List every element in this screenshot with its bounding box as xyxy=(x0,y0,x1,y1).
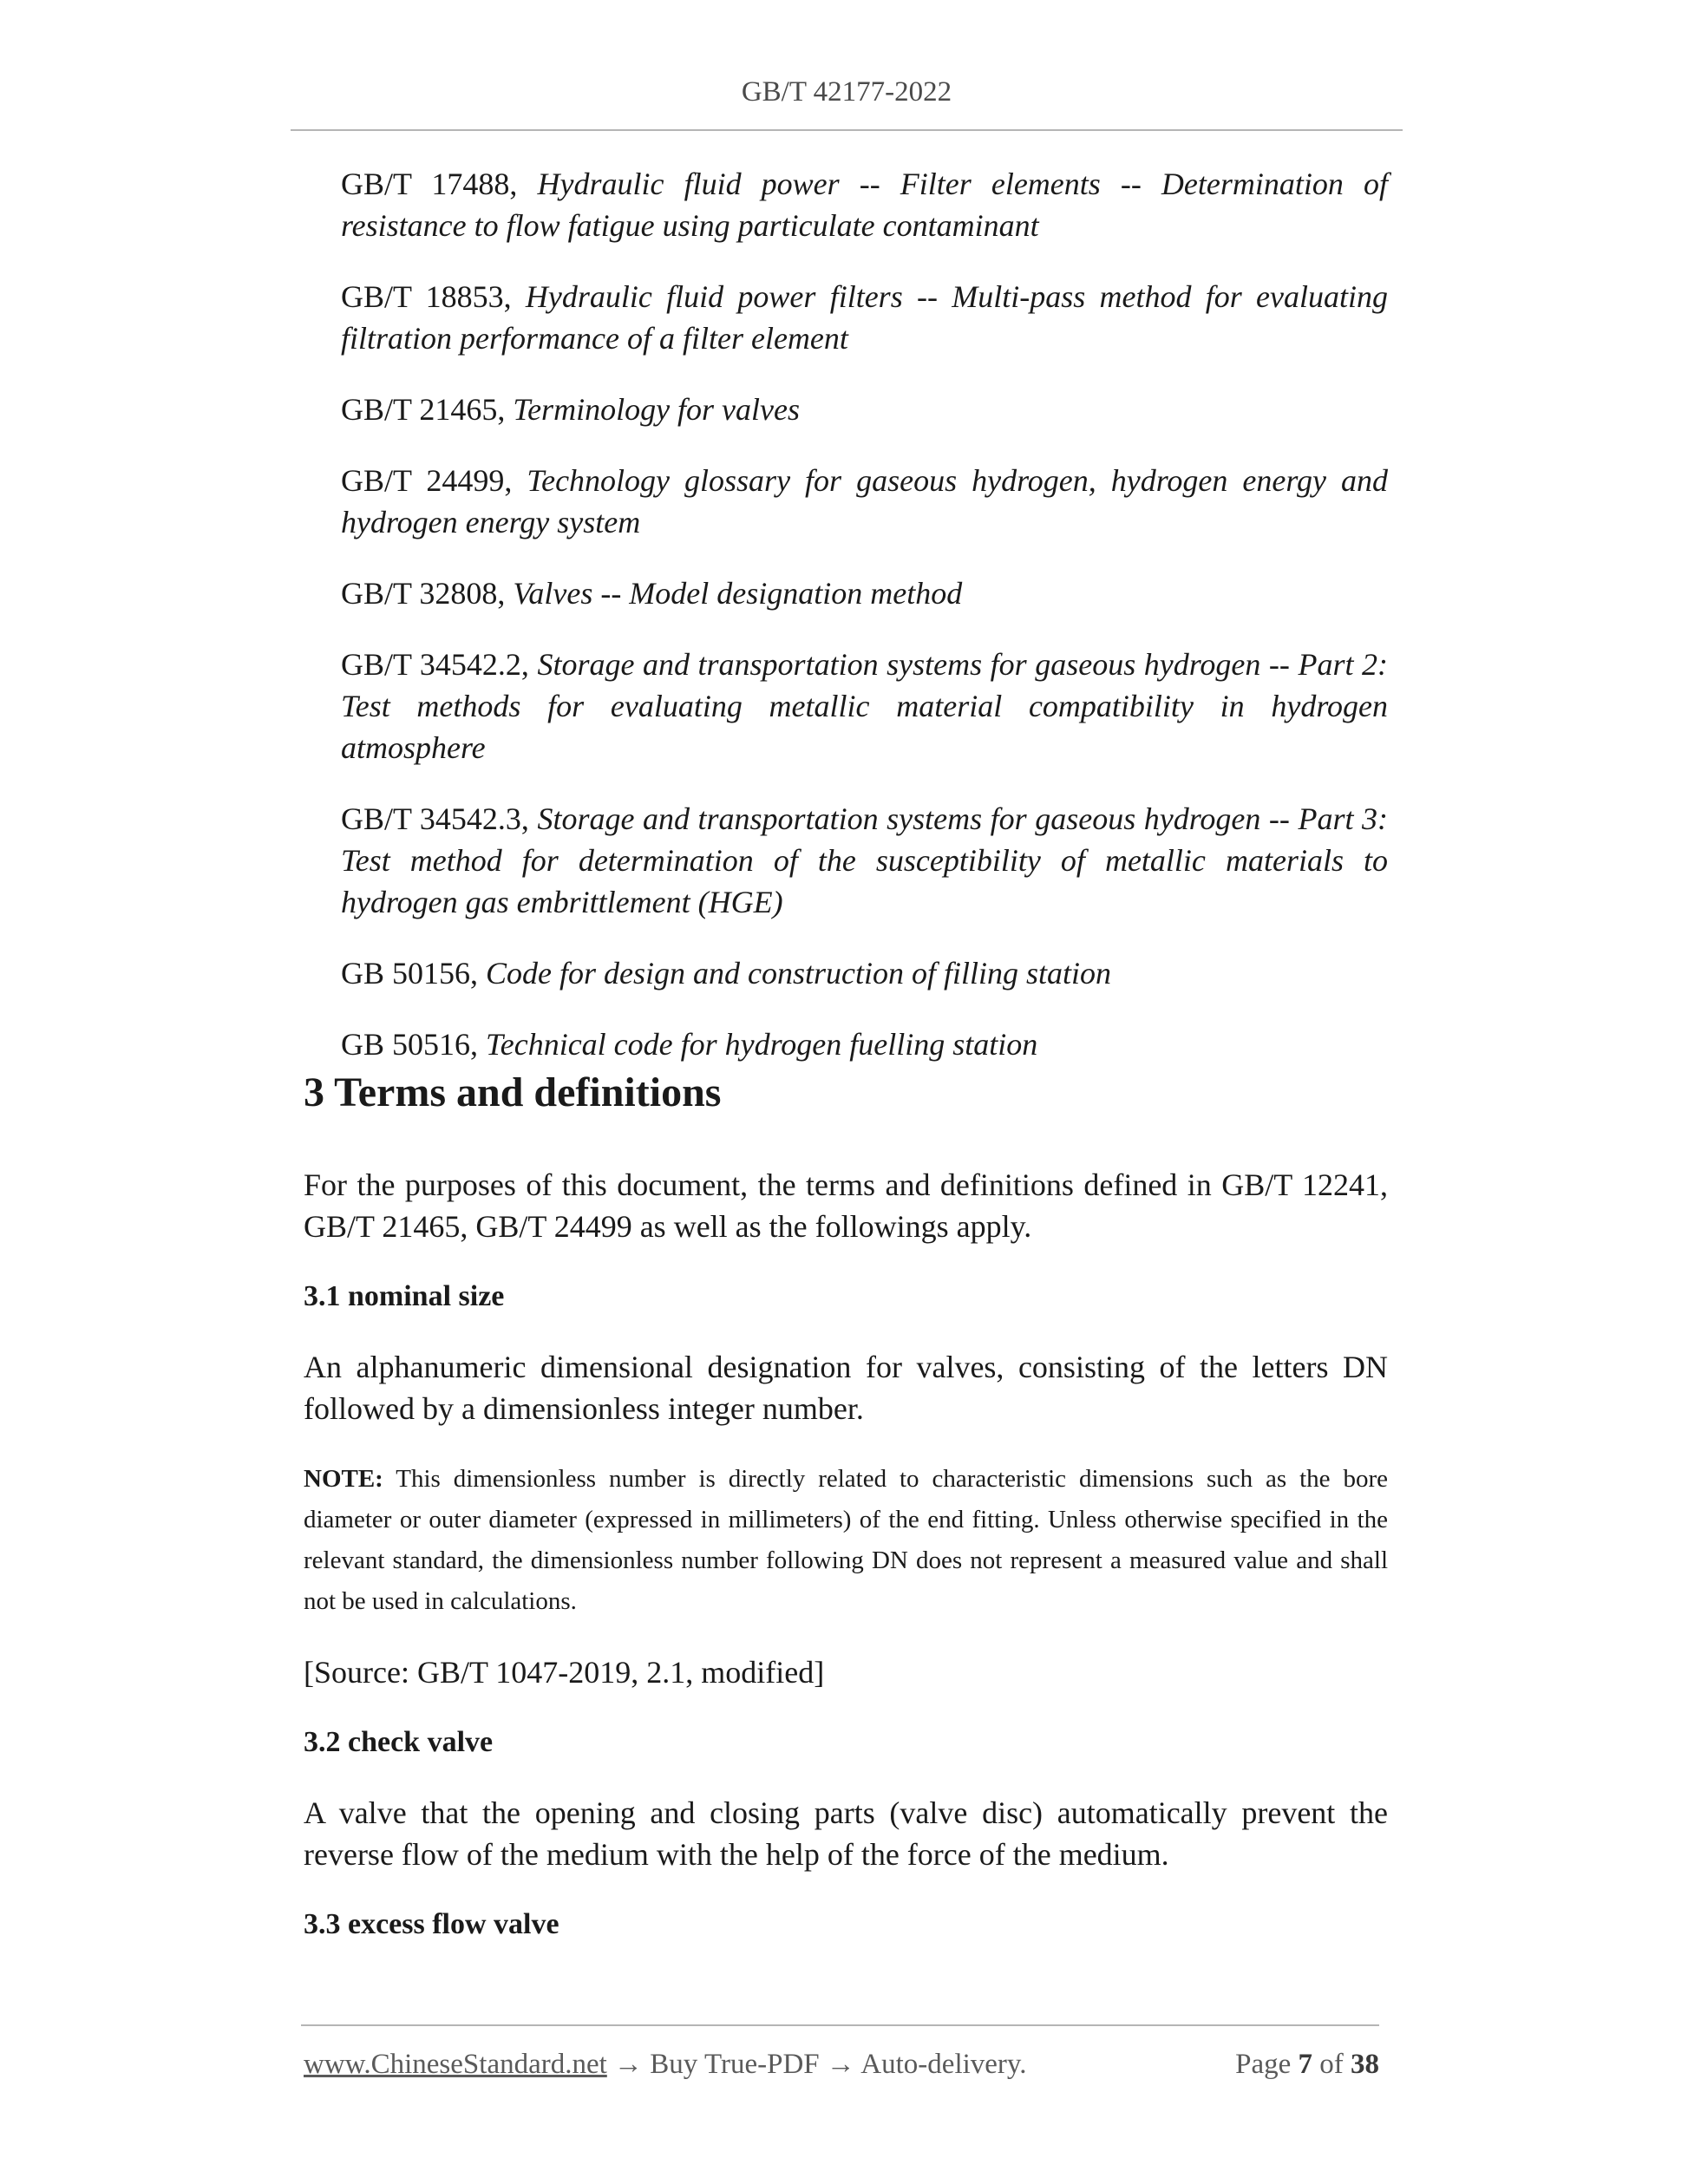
term-definition-nominal-size: An alphanumeric dimensional designation for valves, consisting of the letters DN followed by a dimensionless integer number. xyxy=(304,1350,1388,1426)
note-text: This dimensionless number is directly related to characteristic dimensions such as the bore diameter or outer diameter (expressed in millimeters) of the end fitting. Unless otherwise specified in the relevant standard, the dimensionless number following DN does not represent a measured value and shall not be used in calculations. xyxy=(304,1465,1388,1615)
page-number: 7 xyxy=(1298,2049,1312,2080)
reference-title: Code for design and construction of filling station xyxy=(486,956,1112,991)
doc-header xyxy=(291,76,1403,108)
page-total: 38 xyxy=(1351,2049,1379,2080)
reference-item xyxy=(341,798,1388,923)
reference-title: Valves -- Model designation method xyxy=(513,576,963,611)
reference-title: Hydraulic fluid power -- Filter elements -- Determination of resistance to flow fatigue using particulate contaminant xyxy=(341,167,1388,243)
terms-and-definitions-section xyxy=(304,1065,1388,1974)
term-definition-check-valve: A valve that the opening and closing parts (valve disc) automatically prevent the reverse flow of the medium with the help of the force of the medium. xyxy=(304,1795,1388,1872)
page-of-label: of xyxy=(1312,2049,1351,2080)
footer-divider xyxy=(301,2024,1379,2026)
page-label: Page xyxy=(1235,2049,1299,2080)
reference-code: GB 50516, xyxy=(341,1027,487,1062)
reference-code: GB/T 18853, xyxy=(341,279,526,314)
reference-item xyxy=(341,460,1388,543)
term-heading-nominal-size: 3.1 nominal size xyxy=(304,1280,505,1312)
reference-title: Storage and transportation systems for gaseous hydrogen -- Part 3: Test method for determination of the susceptibility of metallic materials to hydrogen gas embrittlement (HGE) xyxy=(341,801,1388,919)
reference-item xyxy=(341,276,1388,359)
reference-code: GB/T 21465, xyxy=(341,392,514,427)
term-note xyxy=(304,1459,1388,1622)
reference-code: GB/T 34542.2, xyxy=(341,647,538,682)
page-indicator xyxy=(1235,2045,1379,2083)
section-heading: 3 Terms and definitions xyxy=(304,1069,722,1115)
reference-title: Technology glossary for gaseous hydrogen, hydrogen energy and hydrogen energy system xyxy=(341,463,1388,539)
reference-title: Hydraulic fluid power filters -- Multi-pass method for evaluating filtration performance of a filter element xyxy=(341,279,1388,356)
note-label: NOTE: xyxy=(304,1465,383,1493)
section-intro: For the purposes of this document, the terms and definitions defined in GB/T 12241, GB/T 21465, GB/T 24499 as well as the followings apply. xyxy=(304,1167,1388,1244)
term-heading-excess-flow-valve: 3.3 excess flow valve xyxy=(304,1908,559,1940)
reference-item xyxy=(341,952,1388,994)
reference-item xyxy=(341,644,1388,768)
reference-item xyxy=(341,1023,1388,1065)
page-footer xyxy=(304,2045,1379,2083)
footer-promo: → Buy True-PDF → Auto-delivery. xyxy=(606,2049,1027,2080)
reference-title: Storage and transportation systems for gaseous hydrogen -- Part 2: Test methods for evaluating metallic material compatibility in hydrogen atmosphere xyxy=(341,647,1388,765)
site-link[interactable]: www.ChineseStandard.net xyxy=(304,2049,607,2080)
reference-code: GB/T 34542.3, xyxy=(341,801,538,836)
term-heading-check-valve: 3.2 check valve xyxy=(304,1726,494,1758)
reference-code: GB/T 24499, xyxy=(341,463,527,498)
reference-title: Technical code for hydrogen fuelling station xyxy=(486,1027,1038,1062)
reference-title: Terminology for valves xyxy=(513,392,801,427)
doc-number: GB/T 42177-2022 xyxy=(741,76,952,108)
term-source: [Source: GB/T 1047-2019, 2.1, modified] xyxy=(304,1655,825,1690)
normative-references-list xyxy=(341,163,1388,1095)
reference-item xyxy=(341,572,1388,614)
reference-item xyxy=(341,389,1388,430)
reference-item xyxy=(341,163,1388,246)
reference-code: GB 50156, xyxy=(341,956,487,991)
reference-code: GB/T 32808, xyxy=(341,576,514,611)
reference-code: GB/T 17488, xyxy=(341,167,538,201)
header-divider xyxy=(291,129,1403,131)
